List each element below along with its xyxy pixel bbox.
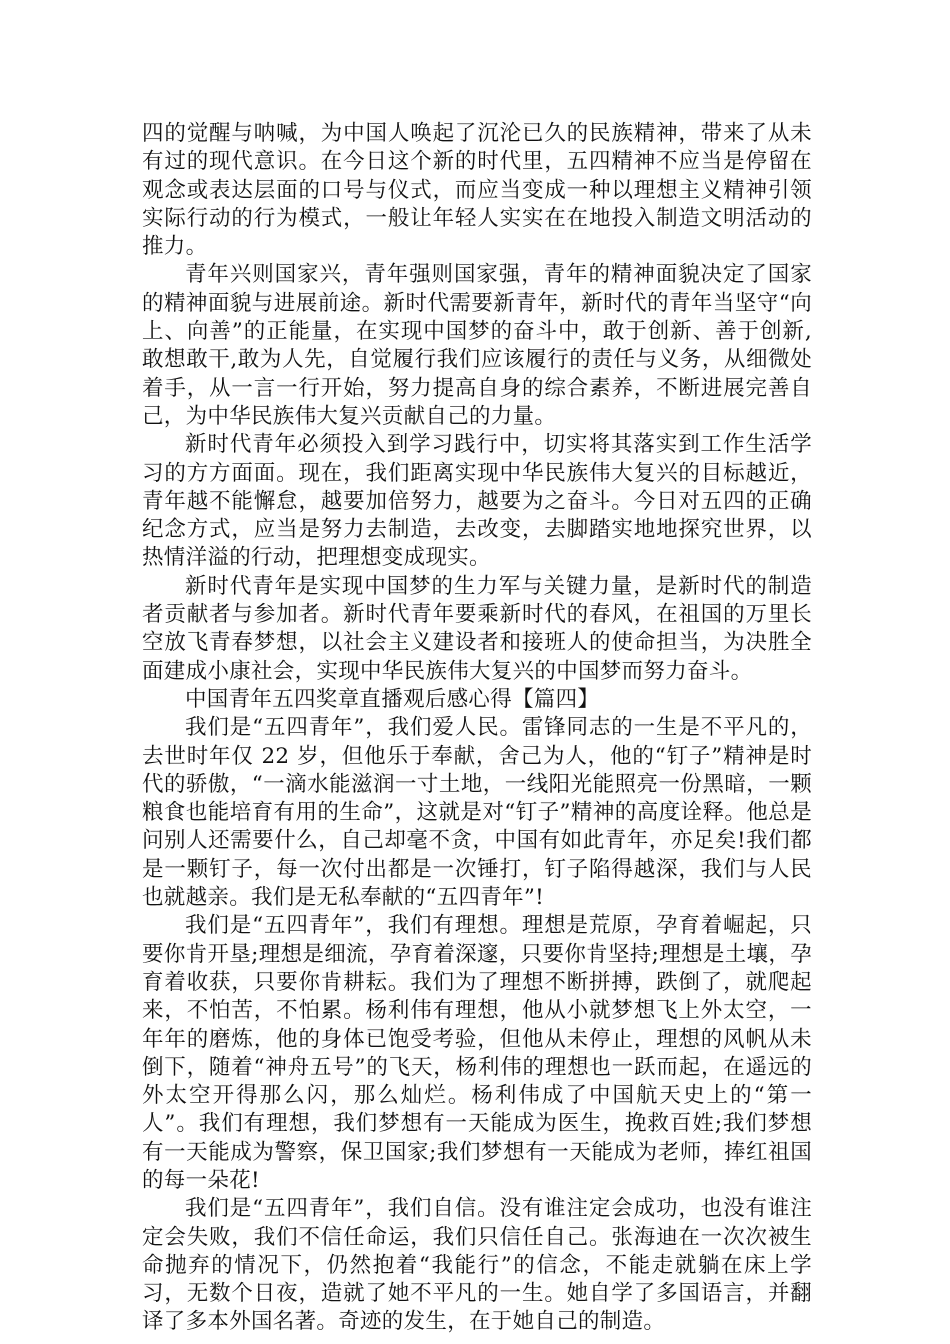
paragraph-1: 四的觉醒与呐喊，为中国人唤起了沉沦已久的民族精神，带来了从未有过的现代意识。在今日这个新的时代里，五四精神不应当是停留在观念或表达层面的口号与仪式，而应当变成一种以理想主义精神引领实际行动的行为模式，一般让年轻人实实在在地投入制造文明活动的推力。 bbox=[142, 121, 812, 260]
paragraph-2: 青年兴则国家兴，青年强则国家强，青年的精神面貌决定了国家的精神面貌与进展前途。新时代需要新青年，新时代的青年当坚守“向上、向善”的正能量，在实现中国梦的奋斗中，敢于创新、善于创新,敢想敢干,敢为人先，自觉履行我们应该履行的责任与义务，从细微处着手，从一言一行开始，努力提高自身的综合素养，不断进展完善自己，为中华民族伟大复兴贡献自己的力量。 bbox=[142, 262, 812, 429]
section-paragraph-2: 我们是“五四青年”，我们有理想。理想是荒原，孕育着崛起，只要你肯开垦;理想是细流，孕育着深邃，只要你肯坚持;理想是土壤，孕育着收获，只要你肯耕耘。我们为了理想不断拼搏，跌倒了，就爬起来，不怕苦，不怕累。杨利伟有理想，他从小就梦想飞上外太空，一年年的磨炼，他的身体已饱受考验，但他从未停止，理想的风帆从未倒下，随着“神舟五号”的飞天，杨利伟的理想也一跃而起，在遥远的外太空开得那么闪，那么灿烂。杨利伟成了中国航天史上的“第一人”。我们有理想，我们梦想有一天能成为医生，挽救百姓;我们梦想有一天能成为警察，保卫国家;我们梦想有一天能成为老师，捧红祖国的每一朵花! bbox=[142, 913, 812, 1193]
section-heading: 中国青年五四奖章直播观后感心得【篇四】 bbox=[185, 686, 600, 712]
section-paragraph-1: 我们是“五四青年”，我们爱人民。雷锋同志的一生是不平凡的，去世时年仅 22 岁，但他乐于奉献，舍己为人，他的“钉子”精神是时代的骄傲，“一滴水能滋润一寸土地，一线阳光能照亮一份黑暗，一颗粮食也能培育有用的生命”，这就是对“钉子”精神的高度诠释。他总是问别人还需要什么，自己却毫不贪，中国有如此青年，亦足矣!我们都是一颗钉子，每一次付出都是一次锤打，钉子陷得越深，我们与人民也就越亲。我们是无私奉献的“五四青年”! bbox=[142, 715, 812, 911]
document-body bbox=[142, 120, 812, 1337]
paragraph-4: 新时代青年是实现中国梦的生力军与关键力量，是新时代的制造者贡献者与参加者。新时代青年要乘新时代的春风，在祖国的万里长空放飞青春梦想，以社会主义建设者和接班人的使命担当，为决胜全面建成小康社会，实现中华民族伟大复兴的中国梦而努力奋斗。 bbox=[142, 573, 812, 684]
paragraph-3: 新时代青年必须投入到学习践行中，切实将其落实到工作生活学习的方方面面。现在，我们距离实现中华民族伟大复兴的目标越近，青年越不能懈怠，越要加倍努力，越要为之奋斗。今日对五四的正确纪念方式，应当是努力去制造，去改变，去脚踏实地地探究世界，以热情洋溢的行动，把理想变成现实。 bbox=[142, 432, 812, 571]
section-paragraph-3: 我们是“五四青年”，我们自信。没有谁注定会成功，也没有谁注定会失败，我们不信任命运，我们只信任自己。张海迪在一次次被生命抛弃的情况下，仍然抱着“我能行”的信念，不能走就躺在床上学习，无数个日夜，造就了她不平凡的一生。她自学了多国语言，并翻译了多本外国名著。奇迹的发生，在于她自己的制造。 bbox=[142, 1196, 812, 1335]
